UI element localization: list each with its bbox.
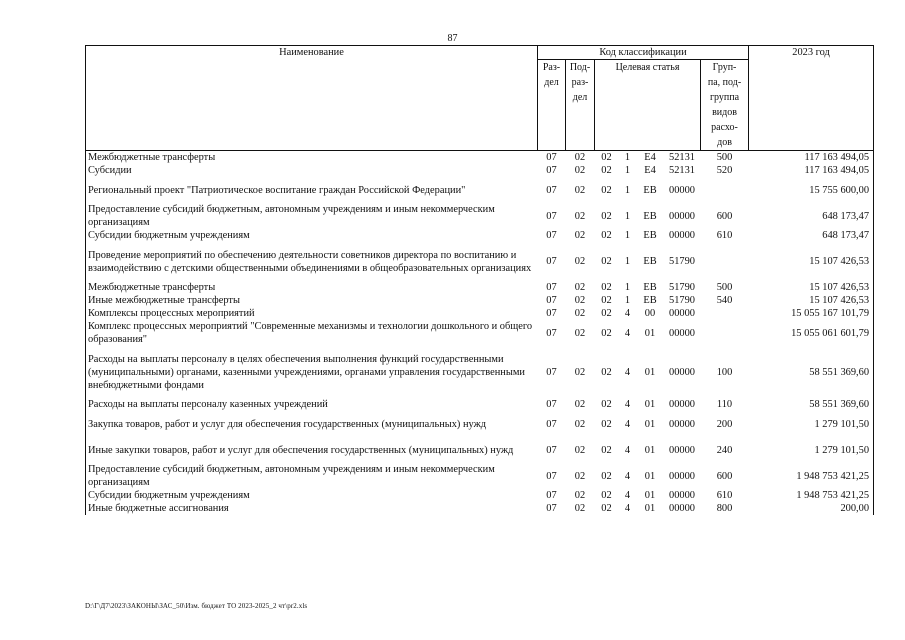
row-code-p: 02 — [574, 327, 586, 339]
row-code-g: 520 — [716, 165, 733, 176]
row-name: Субсидии бюджетным учреждениям — [86, 489, 538, 502]
row-code-c1: 02 — [601, 366, 612, 378]
table-row — [86, 242, 874, 281]
row-code-c4: 51790 — [669, 256, 695, 267]
row-code-c2: 4 — [624, 470, 631, 482]
table-row — [86, 229, 874, 242]
row-code-g: 800 — [716, 503, 733, 514]
row-name: Иные бюджетные ассигнования — [86, 502, 538, 515]
row-code-r: 07 — [546, 165, 557, 176]
row-code-p: 02 — [574, 230, 586, 241]
row-code-r: 07 — [546, 184, 557, 196]
row-amount: 117 163 494,05 — [749, 151, 874, 165]
row-code-c2: 1 — [624, 184, 631, 196]
table-row — [86, 203, 874, 229]
row-code-p: 02 — [574, 210, 586, 222]
row-code-c2: 1 — [624, 295, 631, 306]
row-amount: 200,00 — [749, 502, 874, 515]
row-code-r: 07 — [546, 470, 557, 482]
row-code-c1: 02 — [601, 184, 612, 196]
row-name: Межбюджетные трансферты — [86, 281, 538, 294]
row-code-c4: 00000 — [669, 399, 695, 410]
row-code-c3: 00 — [644, 308, 656, 319]
row-code-g: 500 — [716, 152, 733, 163]
row-code-c3: EB — [643, 282, 657, 293]
row-amount: 15 055 061 601,79 — [749, 320, 874, 346]
row-code-g: 240 — [716, 444, 733, 456]
row-code-g: 600 — [716, 470, 733, 482]
row-code-p: 02 — [574, 152, 586, 163]
row-code-c2: 1 — [624, 282, 631, 293]
row-code-c3: 01 — [644, 470, 656, 482]
table-row — [86, 411, 874, 437]
row-code-c4: 00000 — [669, 490, 695, 501]
row-code-c4: 52131 — [669, 165, 695, 176]
row-name: Комплекс процессных мероприятий "Современные механизмы и технологии дошкольного и общего образования" — [86, 320, 538, 346]
row-code-c2: 4 — [624, 327, 631, 339]
row-name: Предоставление субсидий бюджетным, автономным учреждениям и иным некоммерческим организациям — [86, 203, 538, 229]
row-code-c2: 1 — [624, 210, 631, 222]
row-code-r: 07 — [546, 503, 557, 514]
row-code-c3: EB — [643, 295, 657, 306]
row-code-p: 02 — [574, 308, 586, 319]
row-code-p: 02 — [574, 503, 586, 514]
row-code-c4: 52131 — [669, 152, 695, 163]
row-code-c4: 00000 — [669, 327, 695, 339]
row-code-g: 610 — [716, 230, 733, 241]
row-amount: 58 551 369,60 — [749, 398, 874, 411]
row-code-g — [701, 177, 749, 203]
row-code-r: 07 — [546, 256, 557, 267]
row-code-c3: EB — [643, 230, 657, 241]
row-code-c3: E4 — [644, 165, 656, 176]
row-amount: 15 107 426,53 — [749, 294, 874, 307]
row-code-r: 07 — [546, 152, 557, 163]
table-row — [86, 294, 874, 307]
row-code-c1: 02 — [601, 444, 612, 456]
row-name: Иные закупки товаров, работ и услуг для обеспечения государственных (муниципальных) нужд — [86, 437, 538, 463]
row-code-c4: 00000 — [669, 444, 695, 456]
row-code-r: 07 — [546, 366, 557, 378]
row-code-g: 540 — [716, 295, 733, 306]
table-row — [86, 489, 874, 502]
row-code-c2: 1 — [624, 165, 631, 176]
row-code-c4: 00000 — [669, 418, 695, 430]
table-row — [86, 502, 874, 515]
row-code-c2: 4 — [624, 418, 631, 430]
row-code-c2: 4 — [624, 399, 631, 410]
row-code-c3: 01 — [644, 444, 656, 456]
row-code-c2: 4 — [624, 490, 631, 501]
table-row — [86, 151, 874, 165]
row-code-p: 02 — [574, 399, 586, 410]
row-code-c2: 1 — [624, 152, 631, 163]
row-code-p: 02 — [574, 444, 586, 456]
row-code-c4: 00000 — [669, 184, 695, 196]
row-amount: 15 107 426,53 — [749, 281, 874, 294]
row-name: Расходы на выплаты персоналу в целях обеспечения выполнения функций государственными (муниципальными) органами, казенными учреждениями, органами управления государственными внебюджетными фондами — [86, 346, 538, 398]
row-code-r: 07 — [546, 210, 557, 222]
row-code-p: 02 — [574, 282, 586, 293]
row-code-c3: 01 — [644, 366, 656, 378]
header-razdel: Раз- дел — [538, 60, 566, 151]
row-code-r: 07 — [546, 230, 557, 241]
table-row — [86, 307, 874, 320]
row-code-p: 02 — [574, 366, 586, 378]
row-name: Комплексы процессных мероприятий — [86, 307, 538, 320]
row-name: Субсидии бюджетным учреждениям — [86, 229, 538, 242]
row-code-c2: 4 — [624, 444, 631, 456]
row-code-c3: 01 — [644, 503, 656, 514]
row-code-c1: 02 — [601, 503, 612, 514]
header-celevaya: Целевая статья — [595, 60, 701, 151]
row-code-c3: 01 — [644, 418, 656, 430]
row-amount: 1 948 753 421,25 — [749, 463, 874, 489]
header-podrazdel: Под- раз- дел — [566, 60, 595, 151]
table-row — [86, 346, 874, 398]
row-code-c1: 02 — [601, 308, 612, 319]
row-code-c4: 51790 — [669, 295, 695, 306]
row-code-p: 02 — [574, 295, 586, 306]
row-amount: 1 279 101,50 — [749, 411, 874, 437]
table-row — [86, 437, 874, 463]
row-code-c1: 02 — [601, 327, 612, 339]
header-year: 2023 год — [749, 46, 874, 151]
row-amount: 648 173,47 — [749, 229, 874, 242]
row-amount: 117 163 494,05 — [749, 164, 874, 177]
header-name: Наименование — [86, 46, 538, 151]
row-code-c4: 00000 — [669, 366, 695, 378]
row-code-p: 02 — [574, 256, 586, 267]
row-code-r: 07 — [546, 444, 557, 456]
row-code-c1: 02 — [601, 152, 612, 163]
row-code-c1: 02 — [601, 295, 612, 306]
row-code-p: 02 — [574, 165, 586, 176]
row-code-c4: 00000 — [669, 470, 695, 482]
row-name: Закупка товаров, работ и услуг для обеспечения государственных (муниципальных) нужд — [86, 411, 538, 437]
row-code-c1: 02 — [601, 165, 612, 176]
table-row — [86, 320, 874, 346]
row-name: Субсидии — [86, 164, 538, 177]
row-name: Региональный проект "Патриотическое воспитание граждан Российской Федерации" — [86, 177, 538, 203]
row-code-g: 100 — [716, 366, 733, 378]
header-code: Код классификации — [538, 46, 749, 60]
budget-table — [85, 45, 874, 515]
row-code-p: 02 — [574, 418, 586, 430]
table-row — [86, 281, 874, 294]
row-code-c3: 01 — [644, 399, 656, 410]
row-code-c3: 01 — [644, 490, 656, 501]
row-name: Проведение мероприятий по обеспечению деятельности советников директора по воспитанию и взаимодействию с детскими общественными объединениями в общеобразовательных организациях — [86, 242, 538, 281]
row-code-c1: 02 — [601, 399, 612, 410]
row-code-c4: 00000 — [669, 308, 695, 319]
row-code-c1: 02 — [601, 256, 612, 267]
row-code-c4: 51790 — [669, 282, 695, 293]
row-code-g — [701, 320, 749, 346]
row-amount: 15 107 426,53 — [749, 242, 874, 281]
row-amount: 1 279 101,50 — [749, 437, 874, 463]
header-gruppa: Груп- па, под- группа видов расхо- дов — [701, 60, 749, 151]
row-code-p: 02 — [574, 490, 586, 501]
row-code-p: 02 — [574, 184, 586, 196]
row-code-c1: 02 — [601, 282, 612, 293]
row-code-c2: 4 — [624, 366, 631, 378]
row-code-c2: 4 — [624, 308, 631, 319]
row-amount: 1 948 753 421,25 — [749, 489, 874, 502]
row-code-c1: 02 — [601, 210, 612, 222]
row-code-p: 02 — [574, 470, 586, 482]
row-code-g: 110 — [716, 399, 733, 410]
row-code-r: 07 — [546, 418, 557, 430]
row-code-g: 600 — [716, 210, 733, 222]
row-code-c1: 02 — [601, 490, 612, 501]
table-body — [86, 151, 874, 516]
row-code-c3: E4 — [644, 152, 656, 163]
row-code-g — [701, 242, 749, 281]
row-code-r: 07 — [546, 295, 557, 306]
row-amount: 58 551 369,60 — [749, 346, 874, 398]
row-code-r: 07 — [546, 399, 557, 410]
row-code-c1: 02 — [601, 230, 612, 241]
row-code-c2: 1 — [624, 230, 631, 241]
table-row — [86, 164, 874, 177]
row-code-c3: EB — [643, 256, 657, 267]
row-code-r: 07 — [546, 327, 557, 339]
row-amount: 15 055 167 101,79 — [749, 307, 874, 320]
row-amount: 15 755 600,00 — [749, 177, 874, 203]
row-code-r: 07 — [546, 308, 557, 319]
table-row — [86, 177, 874, 203]
row-code-g: 200 — [716, 418, 733, 430]
row-amount: 648 173,47 — [749, 203, 874, 229]
table-row — [86, 463, 874, 489]
row-name: Расходы на выплаты персоналу казенных учреждений — [86, 398, 538, 411]
row-code-c3: 01 — [644, 327, 656, 339]
row-code-c4: 00000 — [669, 230, 695, 241]
row-code-c4: 00000 — [669, 503, 695, 514]
row-code-g — [701, 307, 749, 320]
row-name: Межбюджетные трансферты — [86, 151, 538, 165]
row-code-c3: EB — [643, 210, 657, 222]
row-code-r: 07 — [546, 282, 557, 293]
table-row — [86, 398, 874, 411]
row-name: Иные межбюджетные трансферты — [86, 294, 538, 307]
row-code-c1: 02 — [601, 470, 612, 482]
row-code-c3: EB — [643, 184, 657, 196]
row-code-c1: 02 — [601, 418, 612, 430]
row-name: Предоставление субсидий бюджетным, автономным учреждениям и иным некоммерческим организациям — [86, 463, 538, 489]
row-code-g: 610 — [716, 490, 733, 501]
page-number: 87 — [447, 33, 458, 44]
row-code-c2: 1 — [624, 256, 631, 267]
row-code-c2: 4 — [624, 503, 631, 514]
footer-file-path: D:\Г\Д7\2023\ЗАКОНЫ\ЗАС_50\Изм. бюджет ТО 2023-2025_2 чт\pr2.xls — [85, 602, 308, 610]
row-code-c4: 00000 — [669, 210, 695, 222]
row-code-g: 500 — [716, 282, 733, 293]
row-code-r: 07 — [546, 490, 557, 501]
